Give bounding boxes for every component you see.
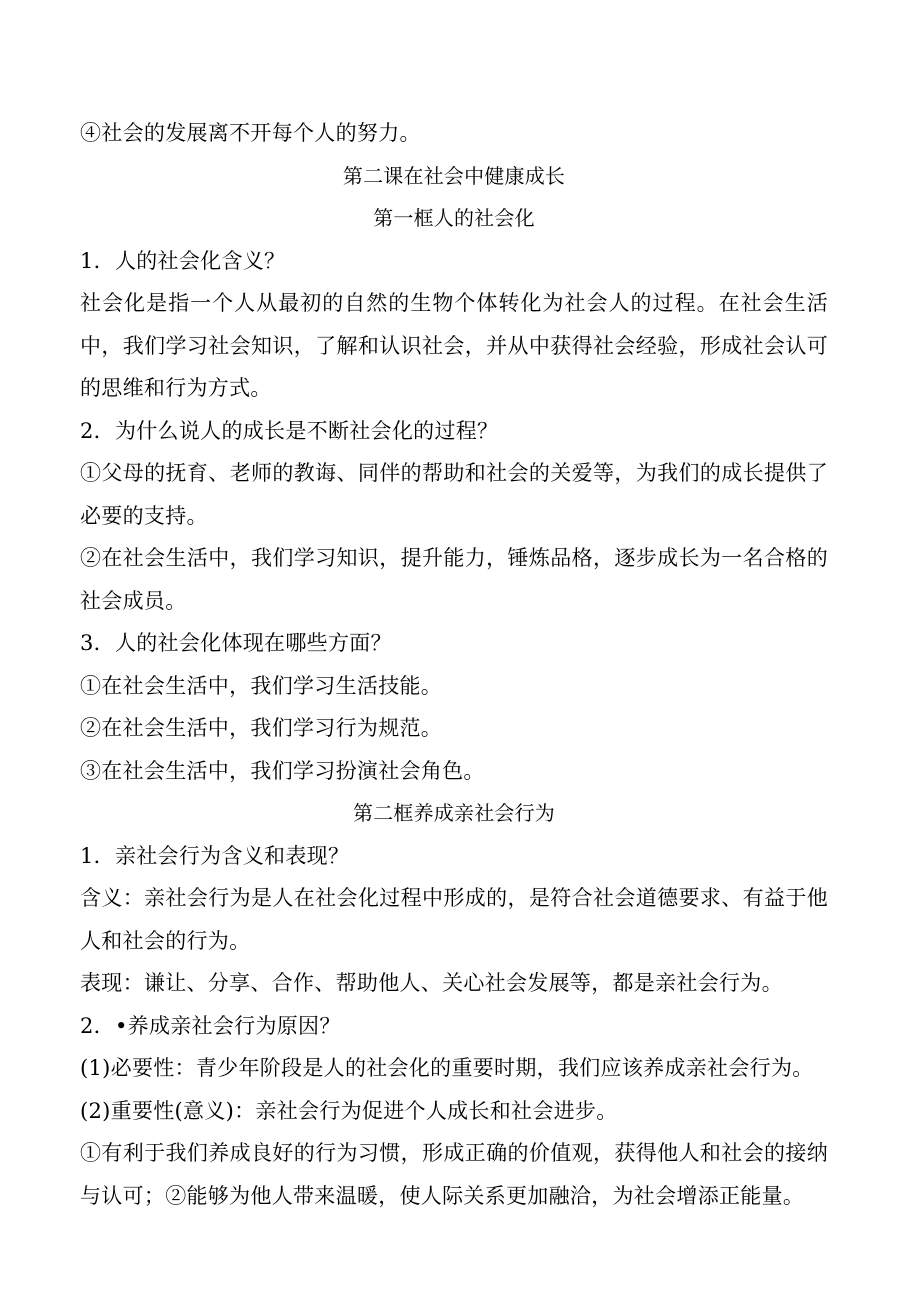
frame1-q2-point-1: ①父母的抚育、老师的教诲、同伴的帮助和社会的关爱等，为我们的成长提供了必要的支持。 — [80, 461, 828, 528]
frame2-q1-manifestation: 表现：谦让、分享、合作、帮助他人、关心社会发展等，都是亲社会行为。 — [80, 971, 783, 995]
frame2-title: 第二框养成亲社会行为 — [353, 801, 555, 825]
frame2-q1-question: 1．亲社会行为含义和表现？ — [80, 843, 350, 868]
intro-line: ④社会的发展离不开每个人的努力。 — [80, 121, 421, 145]
frame2-q1-meaning: 含义：亲社会行为是人在社会化过程中形成的，是符合社会道德要求、有益于他人和社会的行为。 — [80, 886, 828, 953]
frame1-q2-question: 2．为什么说人的成长是不断社会化的过程？ — [80, 418, 499, 443]
frame1-q3-question: 3．人的社会化体现在哪些方面？ — [80, 631, 392, 655]
frame1-q3-point-3: ③在社会生活中，我们学习扮演社会角色。 — [80, 758, 485, 783]
frame2-q2-question: 2．•养成亲社会行为原因？ — [80, 1013, 341, 1038]
frame1-q2-point-2: ②在社会生活中，我们学习知识，提升能力，锤炼品格，逐步成长为一名合格的社会成员。 — [80, 546, 828, 613]
frame1-q3-point-2: ②在社会生活中，我们学习行为规范。 — [80, 716, 443, 740]
lesson-title: 第二课在社会中健康成长 — [342, 163, 566, 188]
frame2-q2-detail: ①有利于我们养成良好的行为习惯，形成正确的价值观，获得他人和社会的接纳与认可；②能够为他人带来温暖，使人际关系更加融洽，为社会增添正能量。 — [80, 1141, 828, 1208]
frame1-title: 第一框人的社会化 — [373, 206, 535, 230]
frame1-q3-point-1: ①在社会生活中，我们学习生活技能。 — [80, 673, 443, 698]
document-page — [80, 112, 828, 1217]
frame1-q1-answer: 社会化是指一个人从最初的自然的生物个体转化为社会人的过程。在社会生活中，我们学习社会知识，了解和认识社会，并从中获得社会经验，形成社会认可的思维和行为方式。 — [80, 291, 828, 400]
frame2-q2-importance: (2)重要性(意义)：亲社会行为促进个人成长和社会进步。 — [80, 1098, 618, 1123]
frame2-q2-necessity: (1)必要性：青少年阶段是人的社会化的重要时期，我们应该养成亲社会行为。 — [80, 1056, 814, 1080]
frame1-q1-question: 1．人的社会化含义？ — [80, 248, 286, 273]
